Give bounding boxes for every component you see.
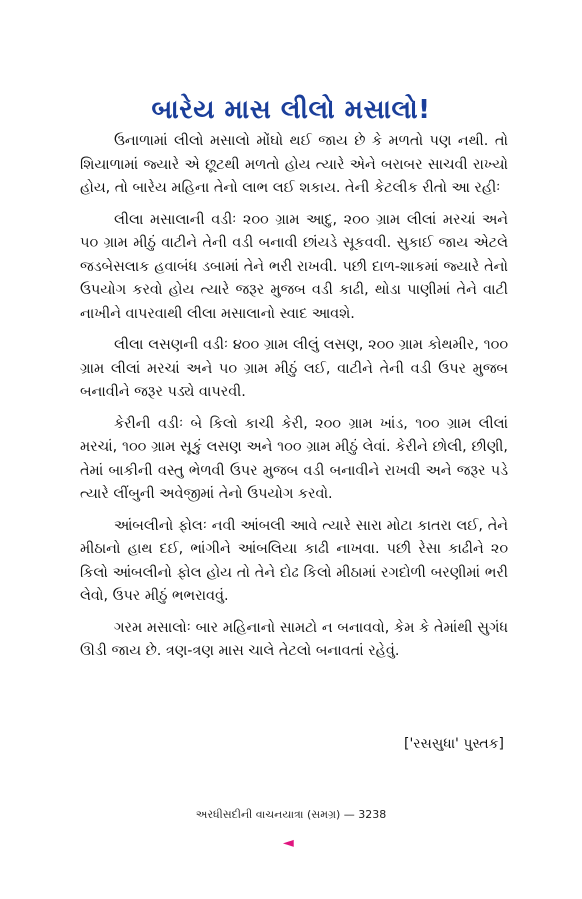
paragraph-intro: ઉનાળામાં લીલો મસાલો મોંઘો થઈ જાય છે કે મળતો પણ નથી. તો શિયાળામાં જ્યારે એ છૂટથી મળતો હોય ત્યારે એને બરાબર સાચવી રાખ્યો હોય, તો બારેય મહિના તેનો લાભ લઈ શકાય. તેની કેટલીક રીતો આ રહીઃ xyxy=(80,133,508,196)
paragraph-mango-vadi: કેરીની વડીઃ બે કિલો કાચી કેરી, ૨૦૦ ગ્રામ ખાંડ, ૧૦૦ ગ્રામ લીલાં મરચાં, ૧૦૦ ગ્રામ સૂકું લસણ અને ૧૦૦ ગ્રામ મીઠું લેવાં. કેરીને છોલી, છીણી, તેમાં બાકીની વસ્તુ ભેળવી ઉપર મુજબ વડી બનાવીને રાખવી અને જરૂર પડે ત્યારે લીંબુની અવેજીમાં તેનો ઉપયોગ કરવો. xyxy=(80,415,508,502)
previous-page-arrow-icon[interactable]: ◄ xyxy=(283,835,294,851)
paragraph-green-garlic-vadi: લીલા લસણની વડીઃ ૪૦૦ ગ્રામ લીલું લસણ, ૨૦૦ ગ્રામ કોથમીર, ૧૦૦ ગ્રામ લીલાં મરચાં અને ૫૦ ગ્રામ મીઠું લઈ, વાટીને તેની વડી ઉપર મુજબ બનાવીને જરૂર પડ્યે વાપરવી. xyxy=(80,337,508,400)
article-body xyxy=(80,130,508,672)
paragraph-green-masala-vadi: લીલા મસાલાની વડીઃ ૨૦૦ ગ્રામ આદુ, ૨૦૦ ગ્રામ લીલાં મરચાં અને ૫૦ ગ્રામ મીઠું વાટીને તેની વડી બનાવી છાંયડે સૂકવવી. સુકાઈ જાય એટલે જડબેસલાક હવાબંધ ડબામાં તેને ભરી રાખવી. પછી દાળ-શાકમાં જ્યારે તેનો ઉપયોગ કરવો હોય ત્યારે જરૂર મુજબ વડી કાઢી, થોડા પાણીમાં તેને વાટી નાખીને વાપરવાથી લીલા મસાલાનો સ્વાદ આવશે. xyxy=(80,211,508,322)
page-title: બારેય માસ લીલો મસાલો! xyxy=(151,95,431,126)
source-citation: ['રસસુધા' પુસ્તક] xyxy=(403,736,504,752)
paragraph-tamarind-pulp: આંબલીનો ફોલઃ નવી આંબલી આવે ત્યારે સારા મોટા કાતરા લઈ, તેને મીઠાનો હાથ દઈ, ભાંગીને આંબલિયા કાઢી નાખવા. પછી રેસા કાઢીને ૨૦ કિલો આંબલીનો ફોલ હોય તો તેને દોઢ કિલો મીઠામાં રગદોળી બરણીમાં ભરી લેવો, ઉપર મીઠું ભભરાવવું. xyxy=(80,517,508,604)
page-footer: અરધીસદીની વાચનયાત્રા (સમગ્ર) — 3238 xyxy=(195,808,387,821)
paragraph-garam-masala: ગરમ મસાલોઃ બાર મહિનાનો સામટો ન બનાવવો, કેમ કે તેમાંથી સુગંધ ઊડી જાય છે. ત્રણ-ત્રણ માસ ચાલે તેટલો બનાવતાં રહેવું. xyxy=(80,619,508,659)
